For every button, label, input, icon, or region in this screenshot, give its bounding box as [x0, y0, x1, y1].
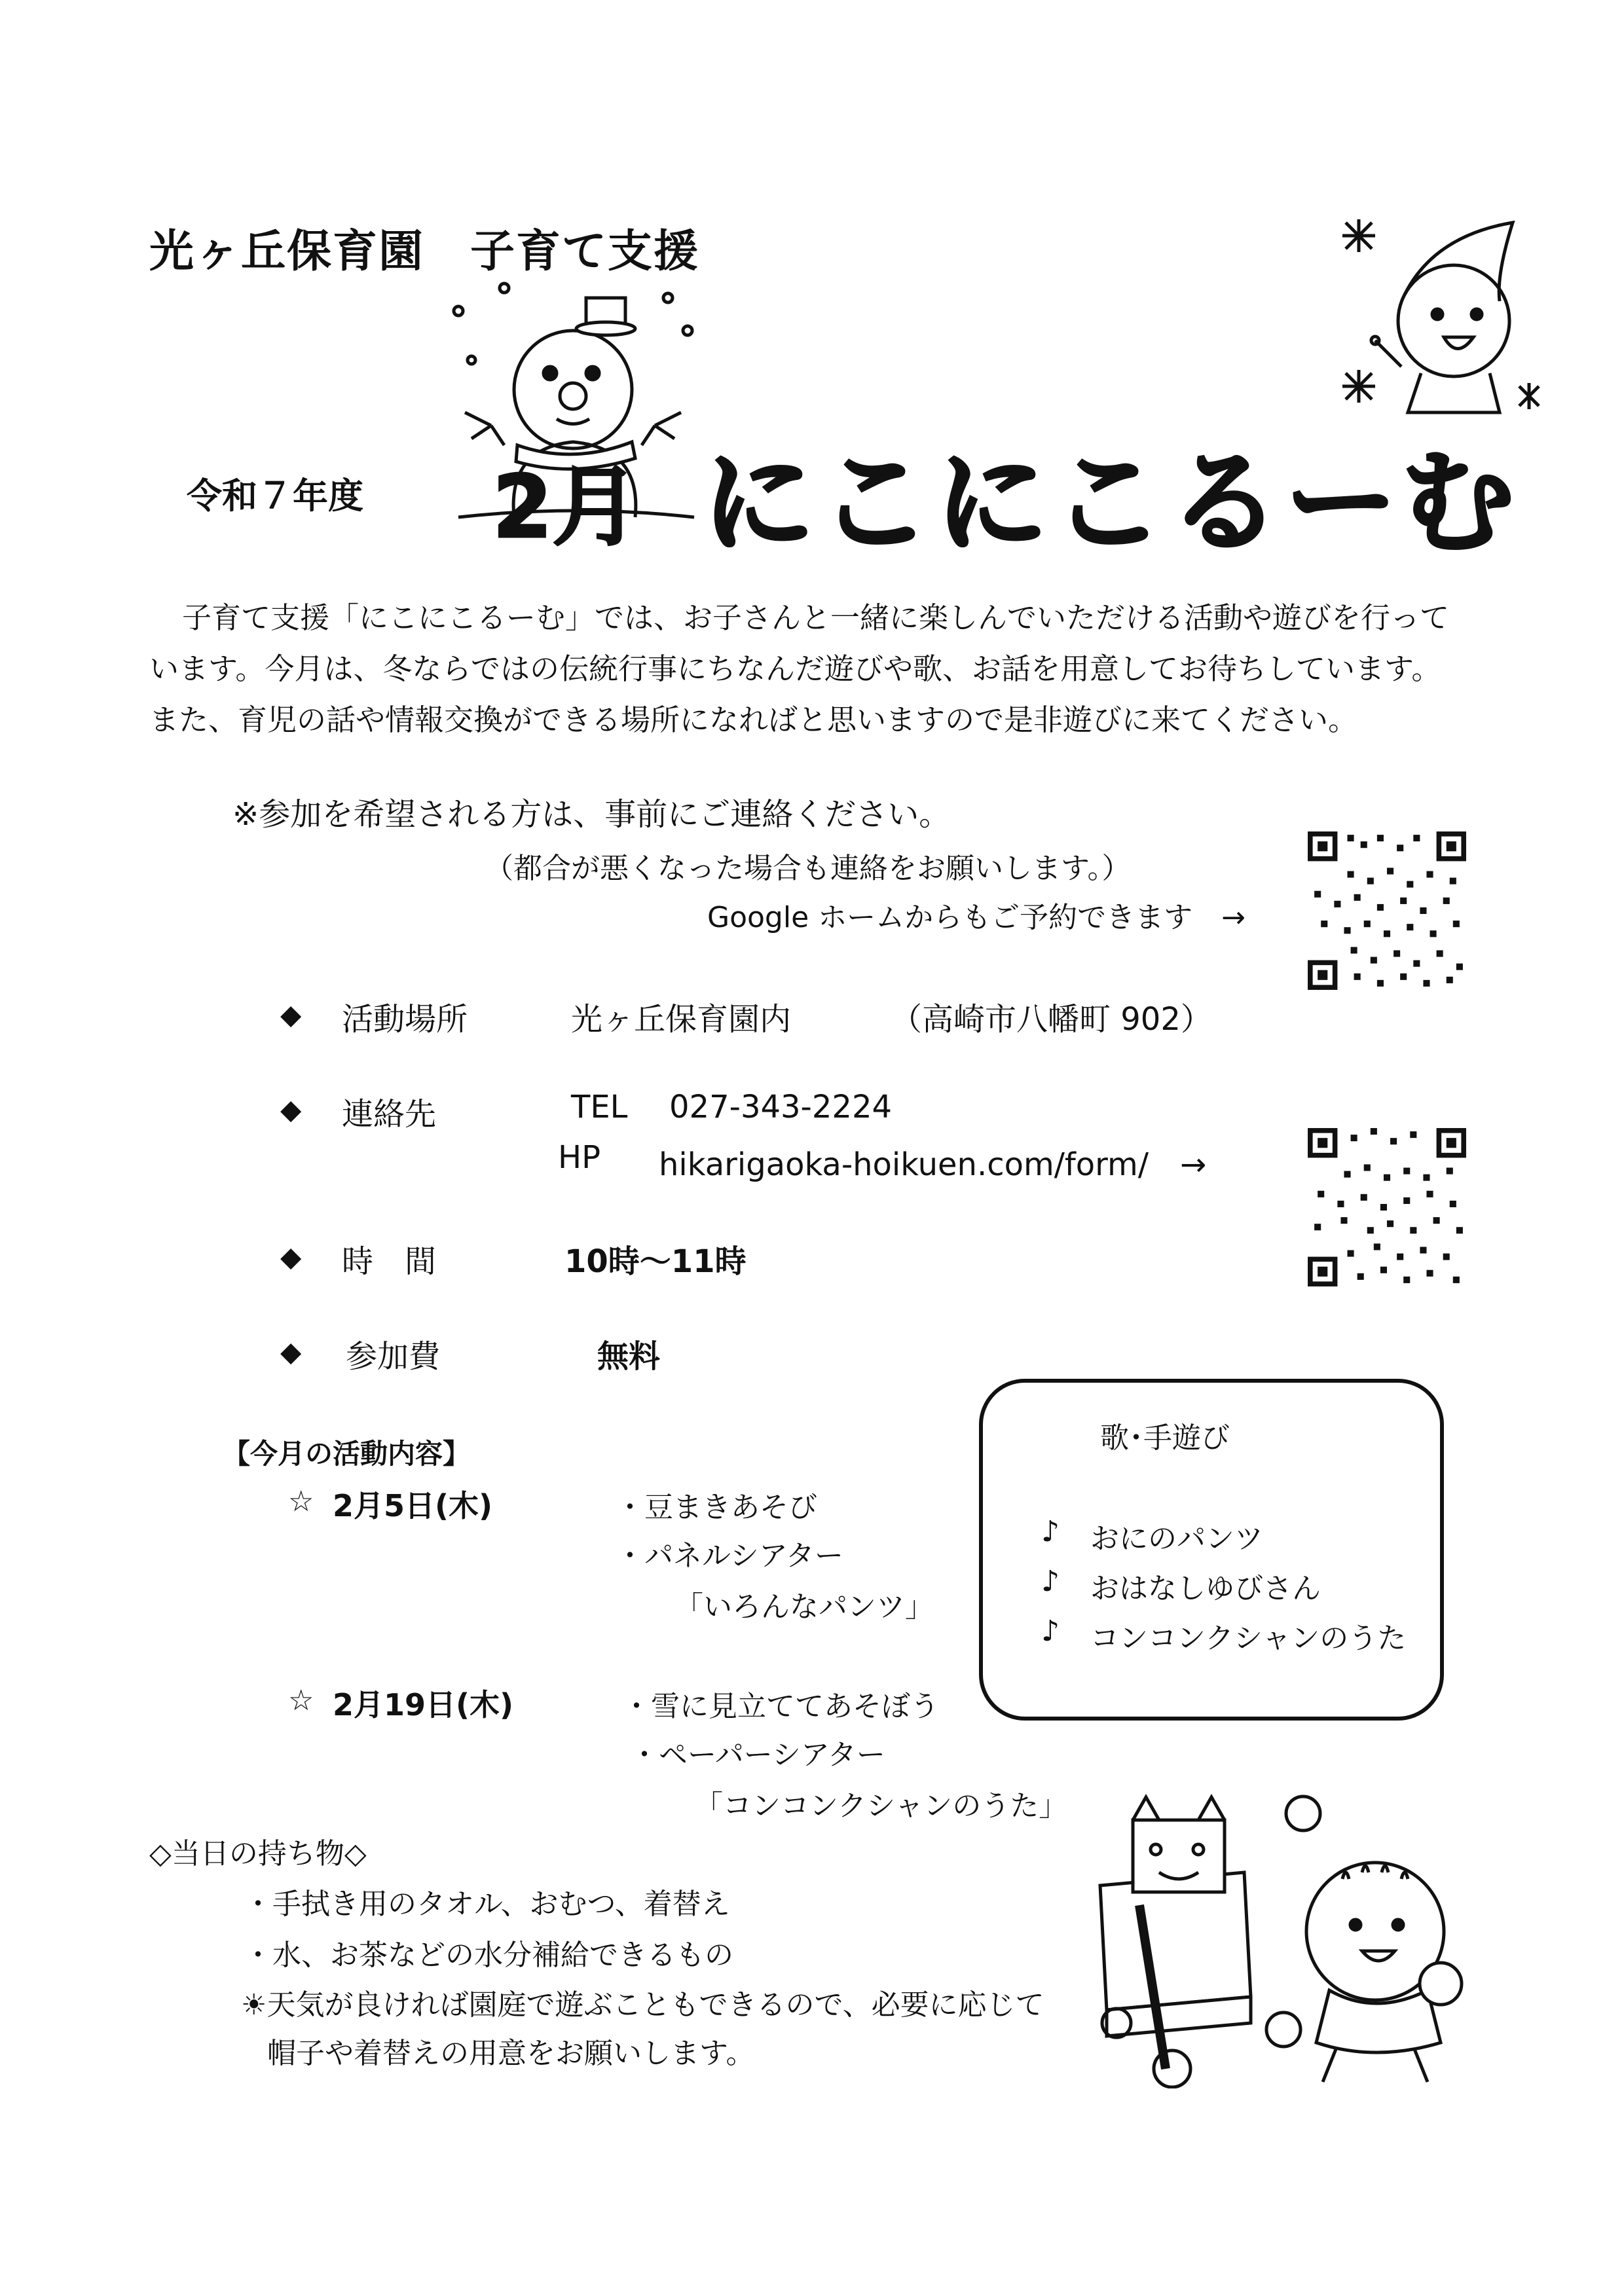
intro-paragraph — [149, 592, 1492, 746]
intro-line-3: また、育児の話や情報交換ができる場所になればと思いますので是非遊びに来てください。 — [149, 702, 1358, 737]
belonging-item-3: ☀天気が良ければ園庭で遊ぶこともできるので、必要に応じて — [241, 1988, 1044, 2022]
bullet-diamond: ◆ — [280, 1336, 302, 1368]
setsubun-child-illustration — [1087, 1794, 1506, 2088]
song-1: おにのパンツ — [1090, 1522, 1263, 1556]
google-form-note: Google ホームからもご予約できます → — [707, 901, 1246, 934]
belonging-item-1: ・手拭き用のタオル、おむつ、着替え — [244, 1887, 730, 1921]
fairy-child-illustration — [1323, 210, 1578, 426]
star-icon: ☆ — [288, 1684, 314, 1717]
intro-line-2: います。今月は、冬ならではの伝統行事にちなんだ遊びや歌、お話を用意してお待ちしています。 — [149, 651, 1441, 686]
month-label: 2月 — [492, 457, 639, 558]
event-title: にこにこるーむ — [702, 437, 1518, 568]
date-1: 2月5日(木) — [333, 1488, 493, 1523]
place-address: （高崎市八幡町 902） — [891, 1001, 1212, 1038]
reservation-subnote: （都合が悪くなった場合も連絡をお願いします。） — [485, 852, 1131, 885]
music-note-icon: ♪ — [1041, 1614, 1060, 1648]
bullet-diamond: ◆ — [280, 1093, 302, 1125]
activity-1-1: ・豆まきあそび — [616, 1491, 817, 1524]
belongings-heading: ◇当日の持ち物◇ — [149, 1837, 367, 1870]
activity-2-2: ・ペーパーシアター — [630, 1738, 885, 1772]
place-label: 活動場所 — [342, 1001, 468, 1038]
songs-title: 歌･手遊び — [1100, 1421, 1230, 1455]
bullet-diamond: ◆ — [280, 1241, 302, 1273]
schedule-heading: 【今月の活動内容】 — [223, 1438, 471, 1470]
tel-label: TEL — [571, 1089, 628, 1125]
tel-value[interactable]: 027-343-2224 — [669, 1089, 893, 1125]
song-3: コンコンクシャンのうた — [1090, 1622, 1407, 1655]
music-note-icon: ♪ — [1041, 1515, 1060, 1548]
organization-title: 光ヶ丘保育園 子育て支援 — [149, 226, 700, 278]
music-note-icon: ♪ — [1041, 1565, 1060, 1598]
fee-label: 参加費 — [346, 1338, 441, 1375]
activity-1-2: ・パネルシアター — [616, 1539, 843, 1573]
place-value: 光ヶ丘保育園内 — [571, 1001, 792, 1038]
star-icon: ☆ — [288, 1485, 314, 1518]
time-value: 10時〜11時 — [564, 1243, 747, 1280]
belonging-item-2: ・水、お茶などの水分補給できるもの — [244, 1939, 733, 1972]
hp-label: HP — [558, 1139, 601, 1176]
activity-2-3: 「コンコンクシャンのうた」 — [694, 1789, 1068, 1823]
contact-label: 連絡先 — [342, 1096, 437, 1133]
fee-value: 無料 — [597, 1338, 661, 1375]
fiscal-year: 令和７年度 — [187, 475, 363, 517]
belonging-item-4: 帽子や着替えの用意をお願いします。 — [267, 2037, 755, 2070]
homepage-qr-code[interactable] — [1295, 1125, 1479, 1290]
activity-1-3: 「いろんなパンツ」 — [674, 1590, 934, 1624]
bullet-diamond: ◆ — [280, 998, 302, 1030]
activity-2-1: ・雪に見立ててあそぼう — [622, 1690, 939, 1723]
song-2: おはなしゆびさん — [1090, 1572, 1321, 1605]
reservation-notice: ※参加を希望される方は、事前にご連絡ください。 — [232, 796, 951, 833]
date-2: 2月19日(木) — [333, 1687, 514, 1722]
google-form-qr-code[interactable] — [1295, 828, 1479, 993]
hp-url[interactable]: hikarigaoka-hoikuen.com/form/ → — [659, 1146, 1207, 1183]
time-label: 時 間 — [342, 1243, 437, 1280]
intro-line-1: 子育て支援「にこにこるーむ」では、お子さんと一緒に楽しんでいただける活動や遊びを行って — [182, 600, 1450, 635]
